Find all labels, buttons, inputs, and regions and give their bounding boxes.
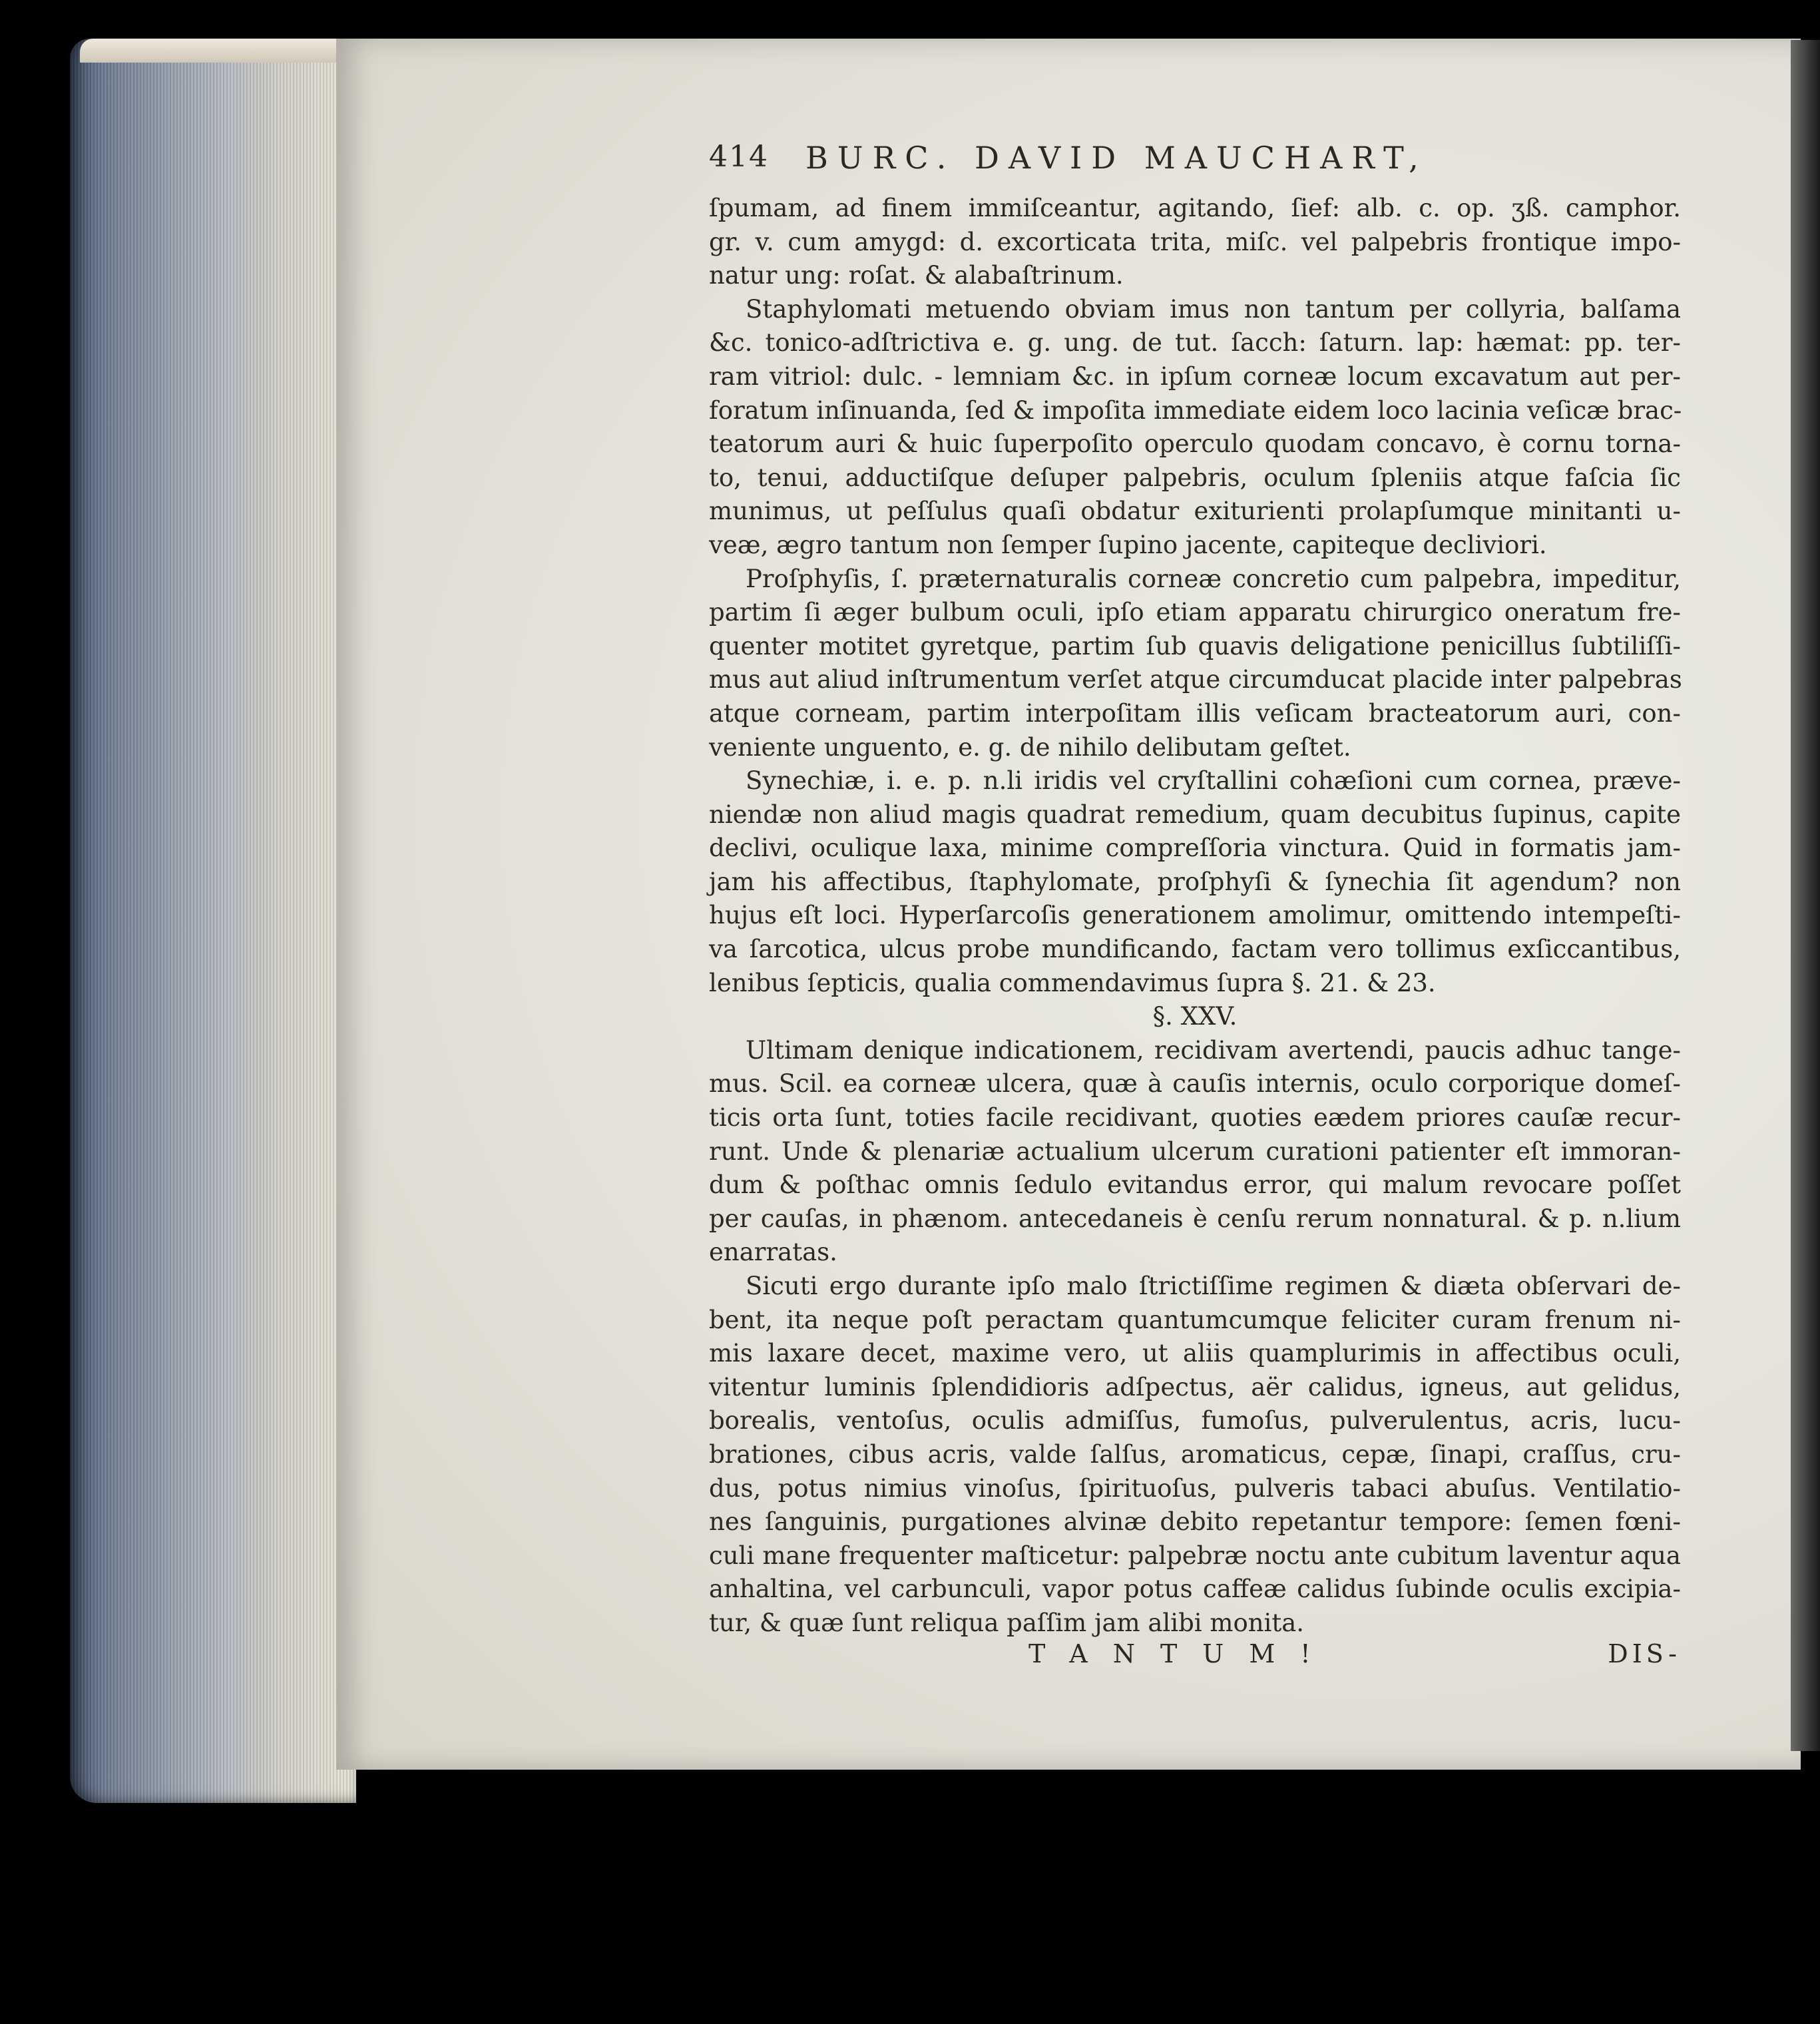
page-fore-edge: [70, 39, 356, 1803]
text-line: ſpumam, ad finem immiſceantur, agitando, ſief: alb. c. op. ʒß. camphor.: [709, 194, 1681, 222]
text-line: niendæ non aliud magis quadrat remedium, quam decubitus ſupinus, capite: [709, 800, 1681, 829]
text-line: nes ſanguinis, purgationes alvinæ debito repetantur tempore: ſemen fœni-: [709, 1507, 1681, 1537]
text-line: foratum inſinuanda, ſed & impoſita immediate eidem loco lacinia veſicæ brac-: [709, 395, 1682, 425]
text-line: enarratas.: [709, 1238, 837, 1267]
text-line: dum & poſthac omnis ſedulo evitandus error, qui malum revocare poſſet: [709, 1170, 1681, 1200]
text-line: veniente unguento, e. g. de nihilo delibutam geſtet.: [709, 732, 1351, 762]
text-line: mus aut aliud inſtrumentum verſet atque circumducat placide inter palpebras: [709, 665, 1682, 694]
text-line: Synechiæ, i. e. p. n.li iridis vel cryſtallini cohæſioni cum cornea, præve-: [746, 766, 1681, 796]
text-line: teatorum auri & huic ſuperpoſito operculo quodam concavo, è cornu torna-: [709, 429, 1681, 459]
gutter-edge: [1791, 40, 1820, 1751]
text-line: veæ, ægro tantum non ſemper ſupino jacente, capiteque decliviori.: [709, 530, 1547, 559]
text-line: per cauſas, in phænom. antecedaneis è cenſu rerum nonnatural. & p. n.lium: [709, 1204, 1681, 1233]
text-line: hujus eſt loci. Hyperſarcoſis generationem amolimur, omittendo intempeſti-: [709, 901, 1681, 930]
text-line: jam his affectibus, ſtaphylomate, proſphyſi & ſynechia ſit agendum? non: [709, 867, 1681, 896]
text-line: §. XXV.: [1152, 1002, 1238, 1031]
catchword: DIS-: [1608, 1639, 1681, 1668]
text-line: &c. tonico-adſtrictiva e. g. ung. de tut. ſacch: ſaturn. lap: hæmat: pp. ter-: [709, 328, 1681, 358]
text-line: Staphylomati metuendo obviam imus non tantum per collyria, balſama: [746, 294, 1681, 324]
text-line: va ſarcotica, ulcus probe mundificando, factam vero tollimus exſiccantibus,: [709, 935, 1681, 964]
text-line: runt. Unde & plenariæ actualium ulcerum curationi patienter eſt immoran-: [709, 1137, 1681, 1166]
text-line: Sicuti ergo durante ipſo malo ſtrictiſſime regimen & diæta obſervari de-: [746, 1272, 1681, 1300]
text-line: mis laxare decet, maxime vero, ut aliis quamplurimis in affectibus oculi,: [709, 1339, 1681, 1368]
text-line: gr. v. cum amygd: d. excorticata trita, miſc. vel palpebris frontique impo-: [709, 227, 1681, 256]
text-line: natur ung: roſat. & alabaſtrinum.: [709, 261, 1124, 290]
text-line: lenibus ſepticis, qualia commendavimus ſupra §. 21. & 23.: [709, 968, 1436, 997]
final-word: TANTUM!: [1028, 1639, 1336, 1668]
page-header: [709, 140, 1681, 180]
page-number: 414: [709, 140, 769, 174]
text-line: to, tenui, adductiſque deſuper palpebris, oculum ſpleniis atque faſcia ſic: [709, 463, 1681, 492]
text-line: ticis orta ſunt, toties facile recidivant, quoties eædem priores cauſæ recur-: [709, 1103, 1681, 1133]
text-line: atque corneam, partim interpoſitam illis veſicam bracteatorum auri, con-: [709, 698, 1681, 728]
text-line: brationes, cibus acris, valde ſalſus, aromaticus, cepæ, ſinapi, craſſus, cru-: [709, 1439, 1681, 1469]
text-line: quenter motitet gyretque, partim ſub quavis deligatione penicillus ſubtiliſſi-: [709, 631, 1681, 660]
text-line: vitentur luminis ſplendidioris adſpectus, aër calidus, igneus, aut gelidus,: [709, 1372, 1681, 1401]
text-line: declivi, oculique laxa, minime compreſſoria vinctura. Quid in formatis jam-: [709, 834, 1681, 863]
text-line: ram vitriol: dulc. - lemniam &c. in ipſum corneæ locum excavatum aut per-: [709, 362, 1681, 391]
page-top-edge: [80, 39, 359, 63]
text-line: tur, & quæ ſunt reliqua paſſim jam alibi monita.: [709, 1608, 1305, 1637]
page-body-text: [709, 192, 1681, 1641]
text-line: Proſphyſis, ſ. præternaturalis corneæ concretio cum palpebra, impeditur,: [746, 564, 1681, 593]
final-line-row: [709, 1639, 1681, 1674]
text-line: culi mane frequenter maſticetur: palpebræ noctu ante cubitum laventur aqua: [709, 1541, 1681, 1570]
text-line: dus, potus nimius vinoſus, ſpirituoſus, pulveris tabaci abuſus. Ventilatio-: [709, 1473, 1681, 1503]
text-line: bent, ita neque poſt peractam quantumcumque feliciter curam frenum ni-: [709, 1305, 1681, 1334]
text-line: munimus, ut peſſulus quaſi obdatur exiturienti prolapſumque minitanti u-: [709, 497, 1681, 526]
text-line: borealis, ventoſus, oculis admiſſus, fumoſus, pulverulentus, acris, lucu-: [709, 1406, 1681, 1435]
text-line: partim ſi æger bulbum oculi, ipſo etiam apparatu chirurgico oneratum fre-: [709, 598, 1681, 627]
text-line: anhaltina, vel carbunculi, vapor potus caffeæ calidus ſubinde oculis excipia-: [709, 1575, 1681, 1604]
text-line: mus. Scil. ea corneæ ulcera, quæ à cauſis internis, oculo corporique domeſ-: [709, 1069, 1681, 1099]
text-line: Ultimam denique indicationem, recidivam avertendi, paucis adhuc tange-: [746, 1035, 1681, 1065]
running-head: BURC. DAVID MAUCHART,: [805, 140, 1428, 176]
